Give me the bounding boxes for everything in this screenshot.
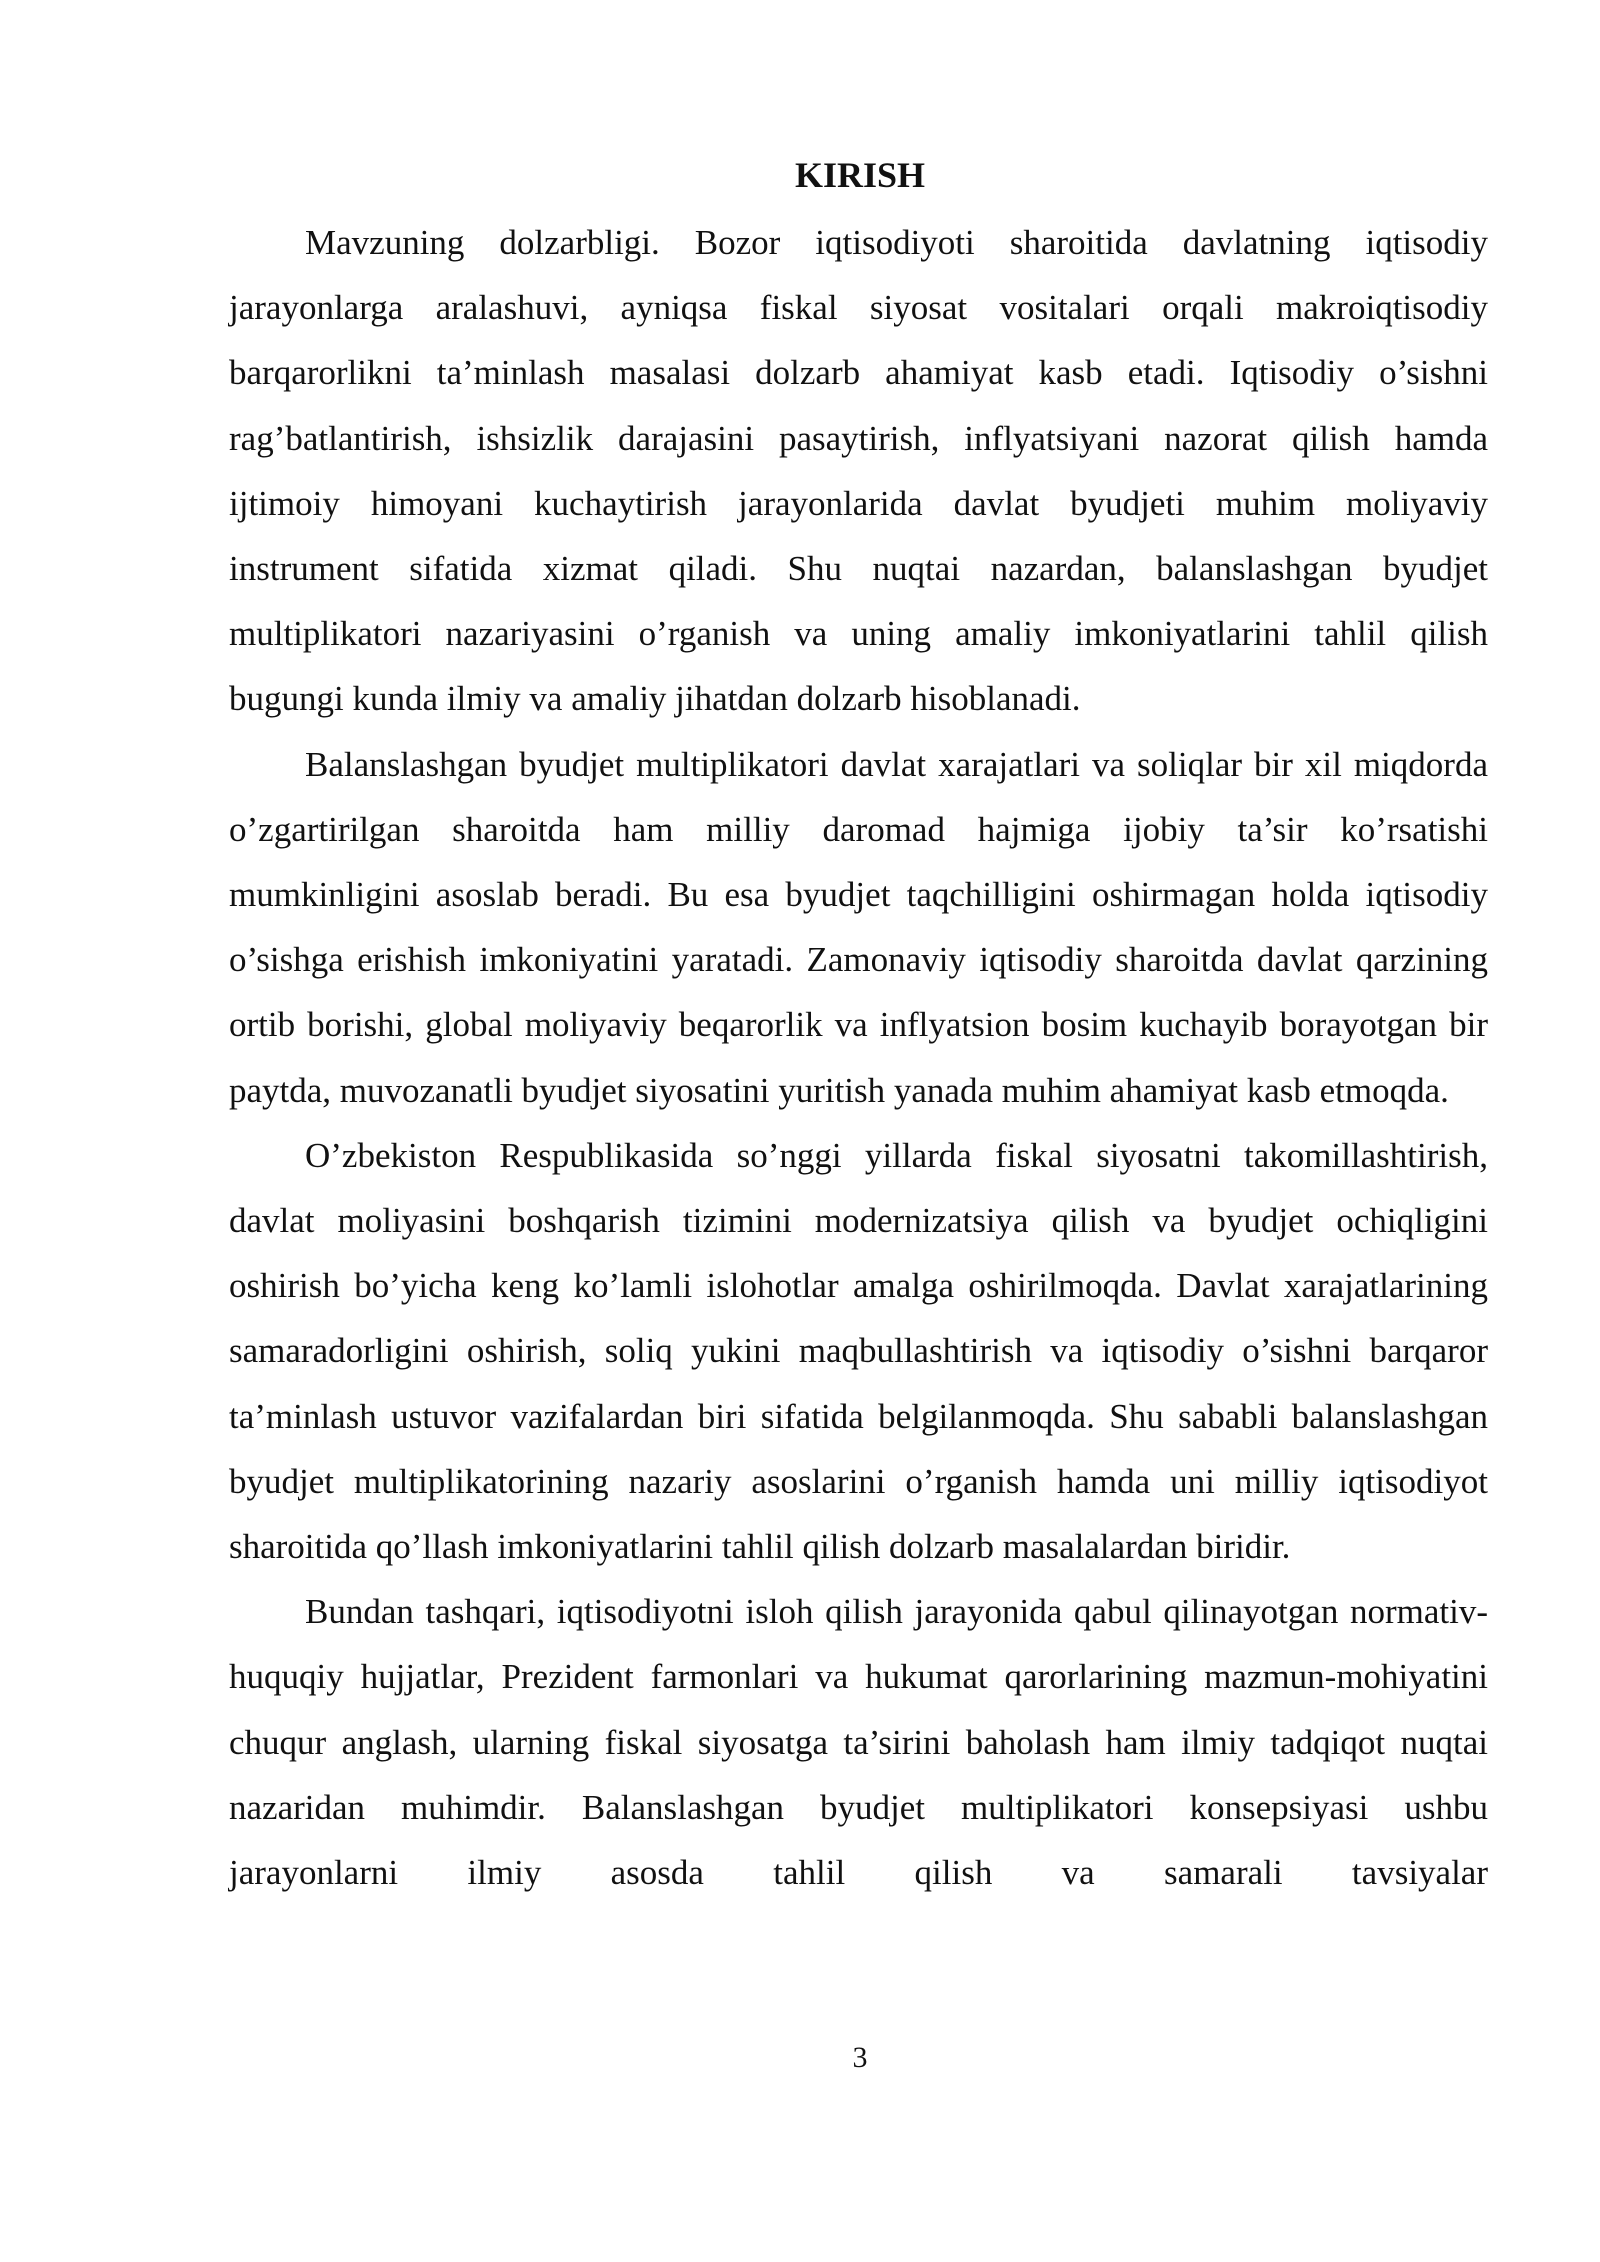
paragraph-legal-documents: Bundan tashqari, iqtisodiyotni isloh qilish jarayonida qabul qilinayotgan normativ-huquqiy hujjatlar, Prezident farmonlari va hukumat qarorlarining mazmun-mohiyatini chuqur anglash, ularning fiskal siyosatga ta’sirini baholash ham ilmiy tadqiqot nuqtai nazaridan muhimdir. Balanslashgan byudjet multiplikatori konsepsiyasi ushbu jarayonlarni ilmiy asosda tahlil qilish va samarali tavsiyalar <box>229 1592 1488 1893</box>
section-title: KIRISH <box>794 155 926 195</box>
page-number: 3 <box>852 2041 868 2074</box>
paragraph-uzbekistan-reforms: O’zbekiston Respublikasida so’nggi yillarda fiskal siyosatni takomillashtirish, davlat moliyasini boshqarish tizimini modernizatsiya qilish va byudjet ochiqligini oshirish bo’yicha keng ko’lamli islohotlar amalga oshirilmoqda. Davlat xarajatlarining samaradorligini oshirish, soliq yukini maqbullashtirish va iqtisodiy o’sishni barqaror ta’minlash ustuvor vazifalardan biri sifatida belgilanmoqda. Shu sababli balanslashgan byudjet multiplikatorining nazariy asoslarini o’rganish hamda uni milliy iqtisodiyot sharoitida qo’llash imkoniyatlarini tahlil qilish dolzarb masalalardan biridir. <box>229 1135 1488 1567</box>
paragraph-multiplier-definition: Balanslashgan byudjet multiplikatori davlat xarajatlari va soliqlar bir xil miqdorda o’zgartirilgan sharoitda ham milliy daromad hajmiga ijobiy ta’sir ko’rsatishi mumkinligini asoslab beradi. Bu esa byudjet taqchilligini oshirmagan holda iqtisodiy o’sishga erishish imkoniyatini yaratadi. Zamonaviy iqtisodiy sharoitda davlat qarzining ortib borishi, global moliyaviy beqarorlik va inflyatsion bosim kuchayib borayotgan bir paytda, muvozanatli byudjet siyosatini yuritish yanada muhim ahamiyat kasb etmoqda. <box>229 744 1488 1110</box>
body-text <box>229 210 1488 1905</box>
paragraph-relevance: Mavzuning dolzarbligi. Bozor iqtisodiyoti sharoitida davlatning iqtisodiy jarayonlarga aralashuvi, ayniqsa fiskal siyosat vositalari orqali makroiqtisodiy barqarorlikni ta’minlash masalasi dolzarb ahamiyat kasb etadi. Iqtisodiy o’sishni rag’batlantirish, ishsizlik darajasini pasaytirish, inflyatsiyani nazorat qilish hamda ijtimoiy himoyani kuchaytirish jarayonlarida davlat byudjeti muhim moliyaviy instrument sifatida xizmat qiladi. Shu nuqtai nazardan, balanslashgan byudjet multiplikatori nazariyasini o’rganish va uning amaliy imkoniyatlarini tahlil qilish bugungi kunda ilmiy va amaliy jihatdan dolzarb hisoblanadi. <box>229 223 1488 719</box>
